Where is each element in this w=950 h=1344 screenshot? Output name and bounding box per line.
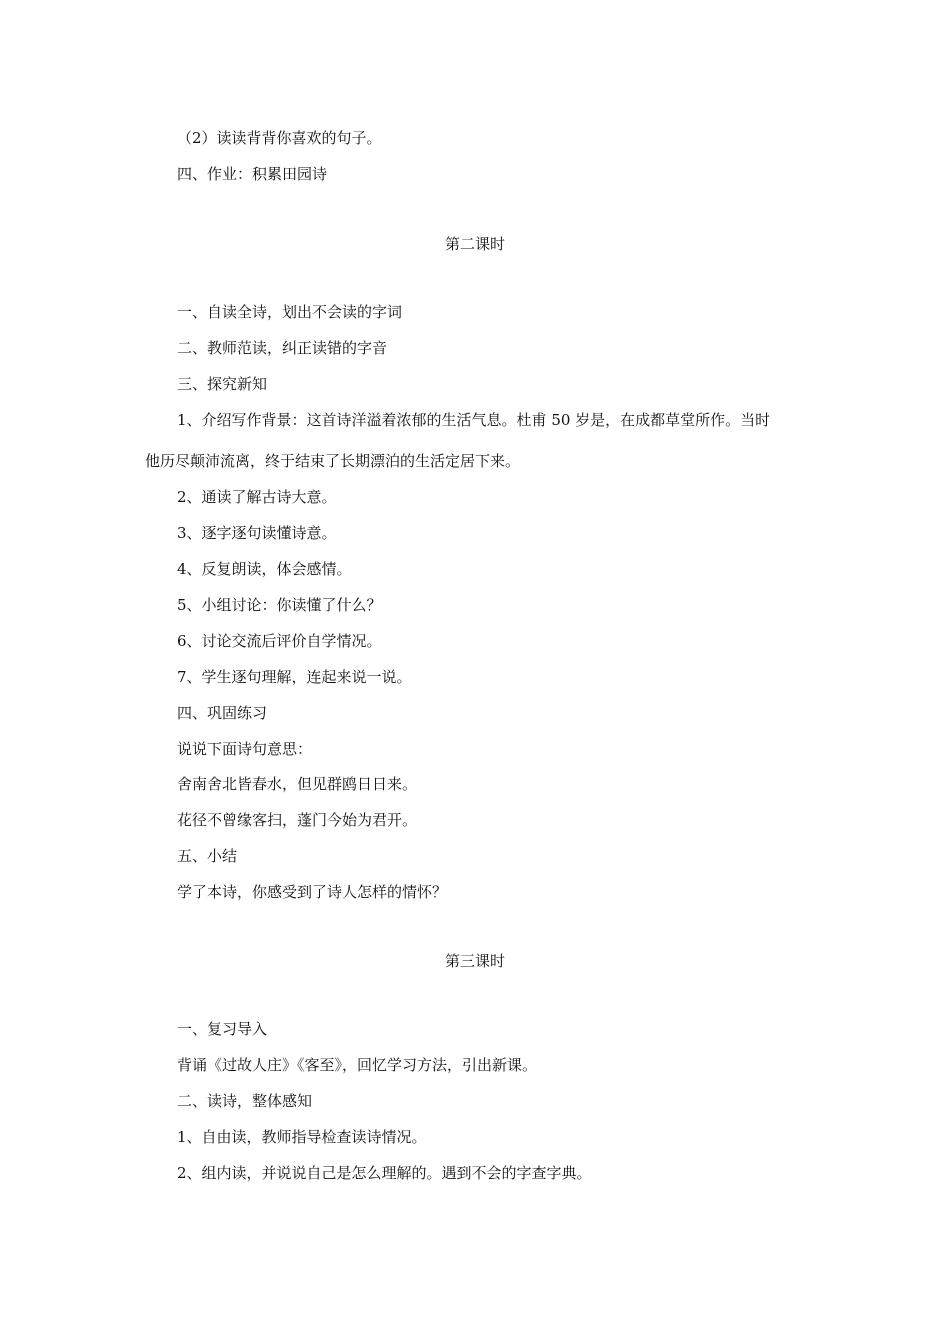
paragraph: 2、通读了解古诗大意。 (177, 488, 337, 506)
paragraph: 四、作业：积累田园诗 (177, 165, 328, 183)
section-heading: 第二课时 (444, 235, 505, 253)
paragraph-continuation: 他历尽颠沛流离，终于结束了长期漂泊的生活定居下来。 (145, 452, 521, 470)
paragraph: 五、小结 (177, 847, 238, 865)
poem-line: 花径不曾缘客扫，蓬门今始为君开。 (177, 811, 418, 829)
paragraph: 2、组内读，并说说自己是怎么理解的。遇到不会的字查字典。 (177, 1164, 592, 1182)
paragraph: 二、教师范读，纠正读错的字音 (177, 339, 388, 357)
paragraph: 4、反复朗读，体会感情。 (177, 560, 352, 578)
paragraph: 1、自由读，教师指导检查读诗情况。 (177, 1128, 427, 1146)
poem-line: 舍南舍北皆春水，但见群鸥日日来。 (177, 775, 418, 793)
paragraph: 6、讨论交流后评价自学情况。 (177, 632, 382, 650)
paragraph: 学了本诗，你感受到了诗人怎样的情怀？ (177, 883, 448, 901)
paragraph: 7、学生逐句理解，连起来说一说。 (177, 668, 412, 686)
paragraph: 1、介绍写作背景：这首诗洋溢着浓郁的生活气息。杜甫 50 岁是，在成都草堂所作。当时 (177, 411, 771, 429)
section-heading: 第三课时 (444, 952, 505, 970)
paragraph: 背诵《过故人庄》《客至》，回忆学习方法，引出新课。 (177, 1056, 538, 1074)
paragraph: 3、逐字逐句读懂诗意。 (177, 524, 337, 542)
paragraph: 二、读诗，整体感知 (177, 1092, 313, 1110)
paragraph: （2）读读背背你喜欢的句子。 (177, 129, 382, 147)
paragraph: 三、探究新知 (177, 375, 268, 393)
paragraph: 5、小组讨论：你读懂了什么？ (177, 596, 382, 614)
paragraph: 一、自读全诗，划出不会读的字词 (177, 303, 403, 321)
paragraph: 四、巩固练习 (177, 704, 268, 722)
paragraph: 一、复习导入 (177, 1020, 268, 1038)
paragraph: 说说下面诗句意思： (177, 740, 313, 758)
